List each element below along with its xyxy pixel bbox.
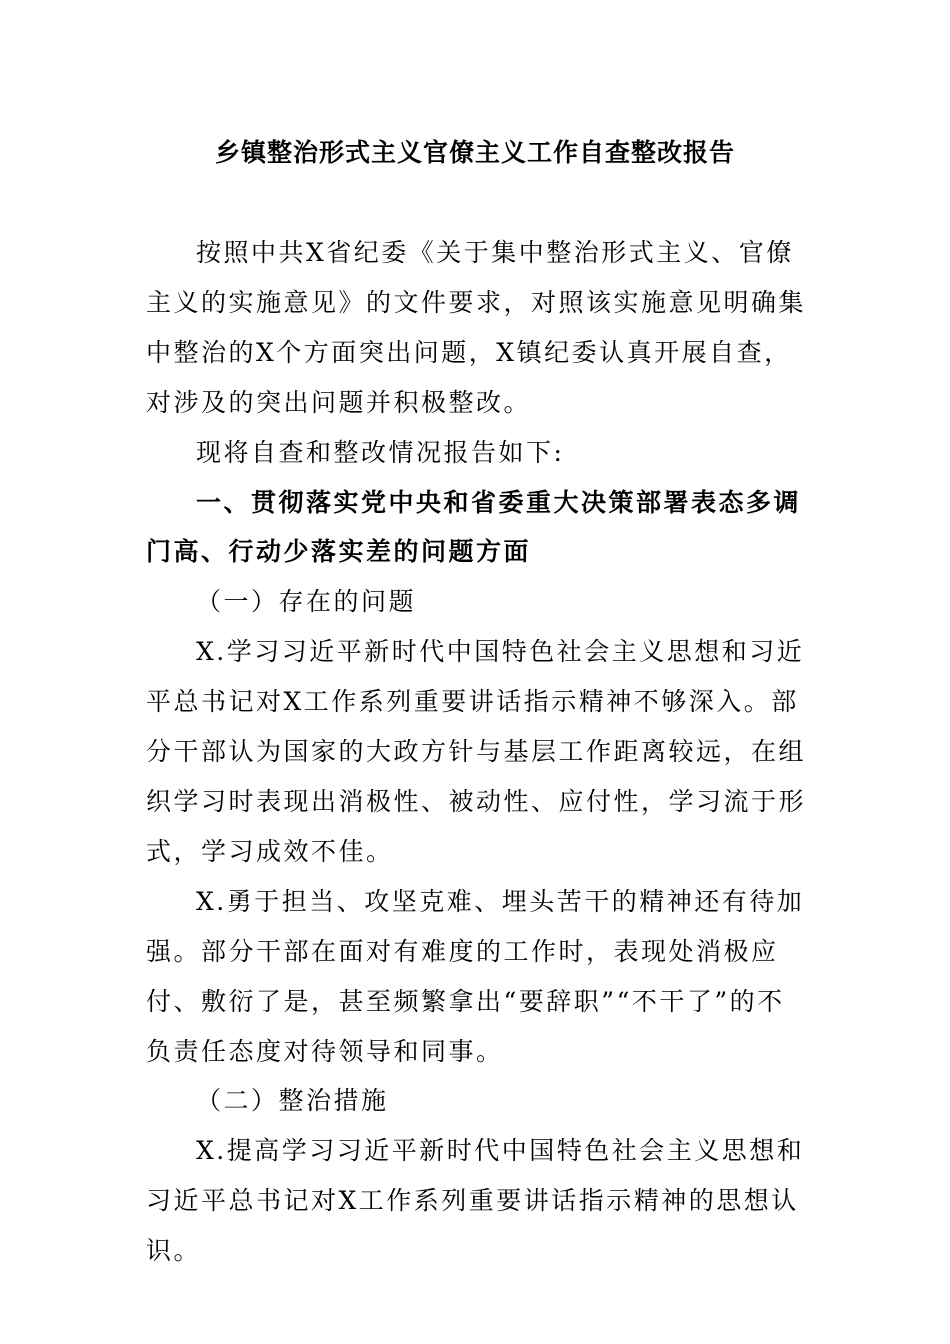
paragraph-measure-1: X.提高学习习近平新时代中国特色社会主义思想和习近平总书记对X工作系列重要讲话指示精神的思想认识。 — [146, 1136, 805, 1266]
document-title: 乡镇整治形式主义官僚主义工作自查整改报告 — [214, 138, 735, 167]
document-body — [146, 228, 806, 1276]
paragraph-intro: 按照中共X省纪委《关于集中整治形式主义、官僚主义的实施意见》的文件要求，对照该实施意见明确集中整治的X个方面突出问题，X镇纪委认真开展自查，对涉及的突出问题并积极整改。 — [146, 238, 807, 417]
section-heading-1: 一、贯彻落实党中央和省委重大决策部署表态多调门高、行动少落实差的问题方面 — [146, 487, 802, 567]
paragraph-problem-1: X.学习习近平新时代中国特色社会主义思想和习近平总书记对X工作系列重要讲话指示精神不够深入。部分干部认为国家的大政方针与基层工作距离较远，在组织学习时表现出消极性、被动性、应付性，学习流于形式，学习成效不佳。 — [146, 637, 807, 866]
subsection-heading-problems: （一）存在的问题 — [196, 587, 417, 617]
subsection-heading-measures: （二）整治措施 — [196, 1086, 389, 1116]
paragraph-report-lead: 现将自查和整改情况报告如下: — [196, 437, 565, 467]
paragraph-problem-2: X.勇于担当、攻坚克难、埋头苦干的精神还有待加强。部分干部在面对有难度的工作时，表现处消极应付、敷衍了是，甚至频繁拿出“要辞职”“不干了”的不负责任态度对待领导和同事。 — [146, 886, 805, 1066]
